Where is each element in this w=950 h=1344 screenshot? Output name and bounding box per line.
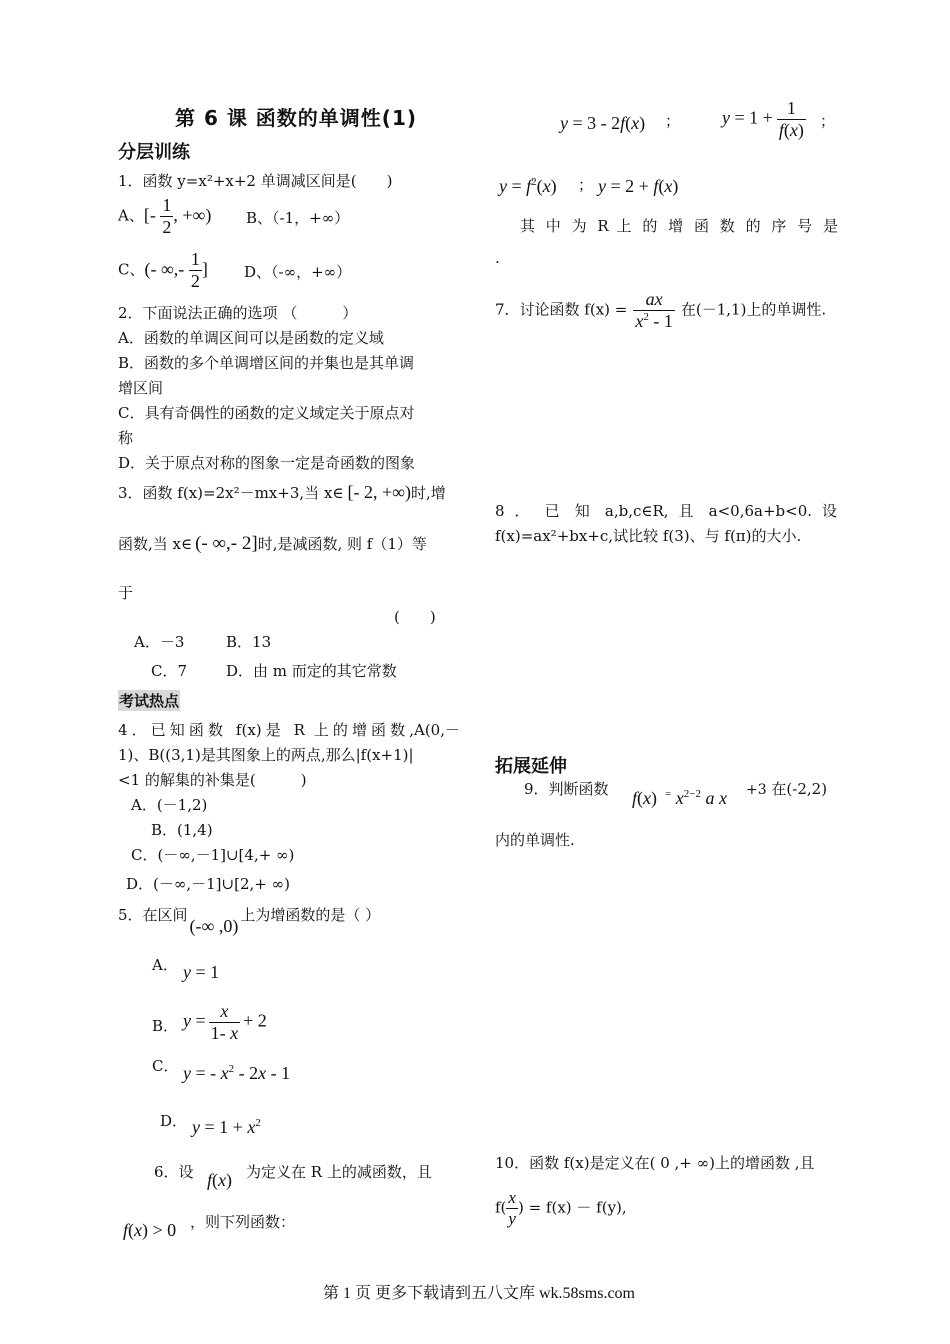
q6-fx: f(x) <box>207 1170 233 1190</box>
q3-interval-decreasing: (- ∞,- 2] <box>195 533 258 554</box>
q2-option-b-cont: 增区间 <box>118 379 164 397</box>
q6-function-3: $y = f^2(x)$ <box>499 176 557 196</box>
q9-stem-line2: 内的单调性. <box>495 831 575 849</box>
section-heading-extension: 拓展延伸 <box>495 756 567 777</box>
q4-stem-line3: <1 的解集的补集是( ) <box>118 771 307 789</box>
q6-function-2: y = 1 + $\frac{1}{f(x)}$ <box>722 98 804 140</box>
q6-function-1: y = 3 - 2f(x) <box>560 113 646 133</box>
q3-answer-paren: ( ) <box>394 608 436 626</box>
q3-stem-line3: 于 <box>118 584 134 602</box>
q9-stem: 9．判断函数 <box>524 780 609 798</box>
q7-fraction: $\frac{ax}{x^2 - 1}$ <box>635 289 673 331</box>
q2-option-c: C．具有奇偶性的函数的定义域定关于原点对 <box>118 404 415 422</box>
q3-stem-line1: 3．函数 f(x)=2x²－mx+3,当 x∈ [- 2, +∞)时,增 <box>118 482 446 502</box>
q4-option-b: B．(1,4) <box>151 821 213 839</box>
q6-stem-c: ，则下列函数： <box>190 1213 296 1231</box>
q5-option-b-label: B． <box>152 1017 179 1035</box>
q6-question: 其 中 为 R 上 的 增 函 数 的 序 号 是 <box>520 217 838 235</box>
q1-option-b: B、（-1，+∞） <box>246 209 350 227</box>
q6-sep-3: ； <box>578 176 594 194</box>
q6-stem: 6．设 <box>154 1163 194 1181</box>
q6-sep-2: ； <box>820 112 836 130</box>
q8-stem-line2: f(x)=ax²+bx+c,试比较 f(3)、与 f(π)的大小. <box>495 527 802 545</box>
page-footer: 第 1 页 更多下载请到五八文库 wk.58sms.com <box>323 1285 636 1302</box>
q1-stem: 1．函数 y=x²+x+2 单调减区间是( ) <box>118 172 393 190</box>
q2-option-b: B．函数的多个单调增区间的并集也是其单调 <box>118 354 415 372</box>
q3-interval-increasing: [- 2, +∞) <box>347 482 411 502</box>
q6-question-end: . <box>495 249 500 267</box>
q8-stem-line1: 8 ． 已 知 a,b,c∈R, 且 a<0,6a+b<0. 设 <box>495 502 837 520</box>
q3-option-d: D．由 m 而定的其它常数 <box>226 662 397 680</box>
q5-option-d-label: D． <box>160 1112 188 1130</box>
q6-function-4: y = 2 + f(x) <box>598 176 679 196</box>
q3-option-c: C．7 <box>151 662 188 680</box>
q10-stem-line2: f( $\frac{x}{y}$ ) = f(x) － f(y), <box>495 1188 627 1228</box>
section-heading-layered-training: 分层训练 <box>118 142 190 163</box>
q3-option-a: A．－3 <box>134 633 185 651</box>
q4-option-a: A．(－1,2) <box>131 796 208 814</box>
q6-sep-1: ； <box>665 112 681 130</box>
q5-option-d-math: $y = 1 + x^2$ <box>192 1117 261 1137</box>
q5-option-c-label: C． <box>152 1057 179 1075</box>
q1-option-d: D、（-∞，+∞） <box>244 263 352 281</box>
q6-stem-b: 为定义在 R 上的减函数，且 <box>246 1163 432 1181</box>
q1-option-a: A、[- $\frac{1}{2}$ , +∞) <box>118 195 212 237</box>
q2-option-d: D．关于原点对称的图象一定是奇函数的图象 <box>118 454 416 472</box>
q9-stem-b: +3 在(-2,2) <box>746 780 828 798</box>
q4-option-d: D．(－∞,－1]∪[2,+ ∞) <box>126 875 290 893</box>
q4-option-c: C．(－∞,－1]∪[4,+ ∞) <box>131 846 295 864</box>
q4-stem-line1: 4．已知函数 f(x)是 R 上的增函数,A(0,－ <box>118 721 460 739</box>
q1-option-c: C、(- ∞,- $\frac{1}{2}$ ] <box>118 249 208 291</box>
page-title: 第 6 课 函数的单调性(1) <box>175 106 418 130</box>
q10-stem-line1: 10．函数 f(x)是定义在( 0 ,+ ∞)上的增函数 ,且 <box>495 1154 815 1172</box>
q6-condition: f(x) > 0 <box>123 1220 177 1240</box>
q2-option-c-cont: 称 <box>118 429 134 447</box>
q9-function: f(x) = $x^{2-2}$ a x <box>632 788 727 808</box>
q5-option-a-math: y = 1 <box>183 962 220 982</box>
q3-stem-line2: 函数,当 x∈ (- ∞,- 2]时,是减函数, 则 f（1）等 <box>118 533 427 554</box>
q2-stem: 2．下面说法正确的选项 （ ） <box>118 304 358 322</box>
q2-option-a: A．函数的单调区间可以是函数的定义域 <box>118 329 384 347</box>
q5-stem: 5．在区间(-∞ ,0)上为增函数的是（ ） <box>118 906 381 936</box>
q3-option-b: B．13 <box>226 633 272 651</box>
q5-option-a-label: A． <box>152 956 178 974</box>
q5-option-c-math: y = - $x^2 - 2x - 1$ <box>183 1063 291 1083</box>
q5-interval: (-∞ ,0) <box>189 916 239 936</box>
section-heading-exam-hotspot: 考试热点 <box>119 692 180 710</box>
q5-option-b-math: y = $\frac{x}{1- x}$ + 2 <box>183 1001 267 1043</box>
q7-stem: 7．讨论函数 f(x) = $\frac{ax}{x^2 - 1}$ 在(－1,1)上的单调性. <box>495 289 827 331</box>
q4-stem-line2: 1)、B((3,1)是其图象上的两点,那么|f(x+1)| <box>118 746 414 764</box>
